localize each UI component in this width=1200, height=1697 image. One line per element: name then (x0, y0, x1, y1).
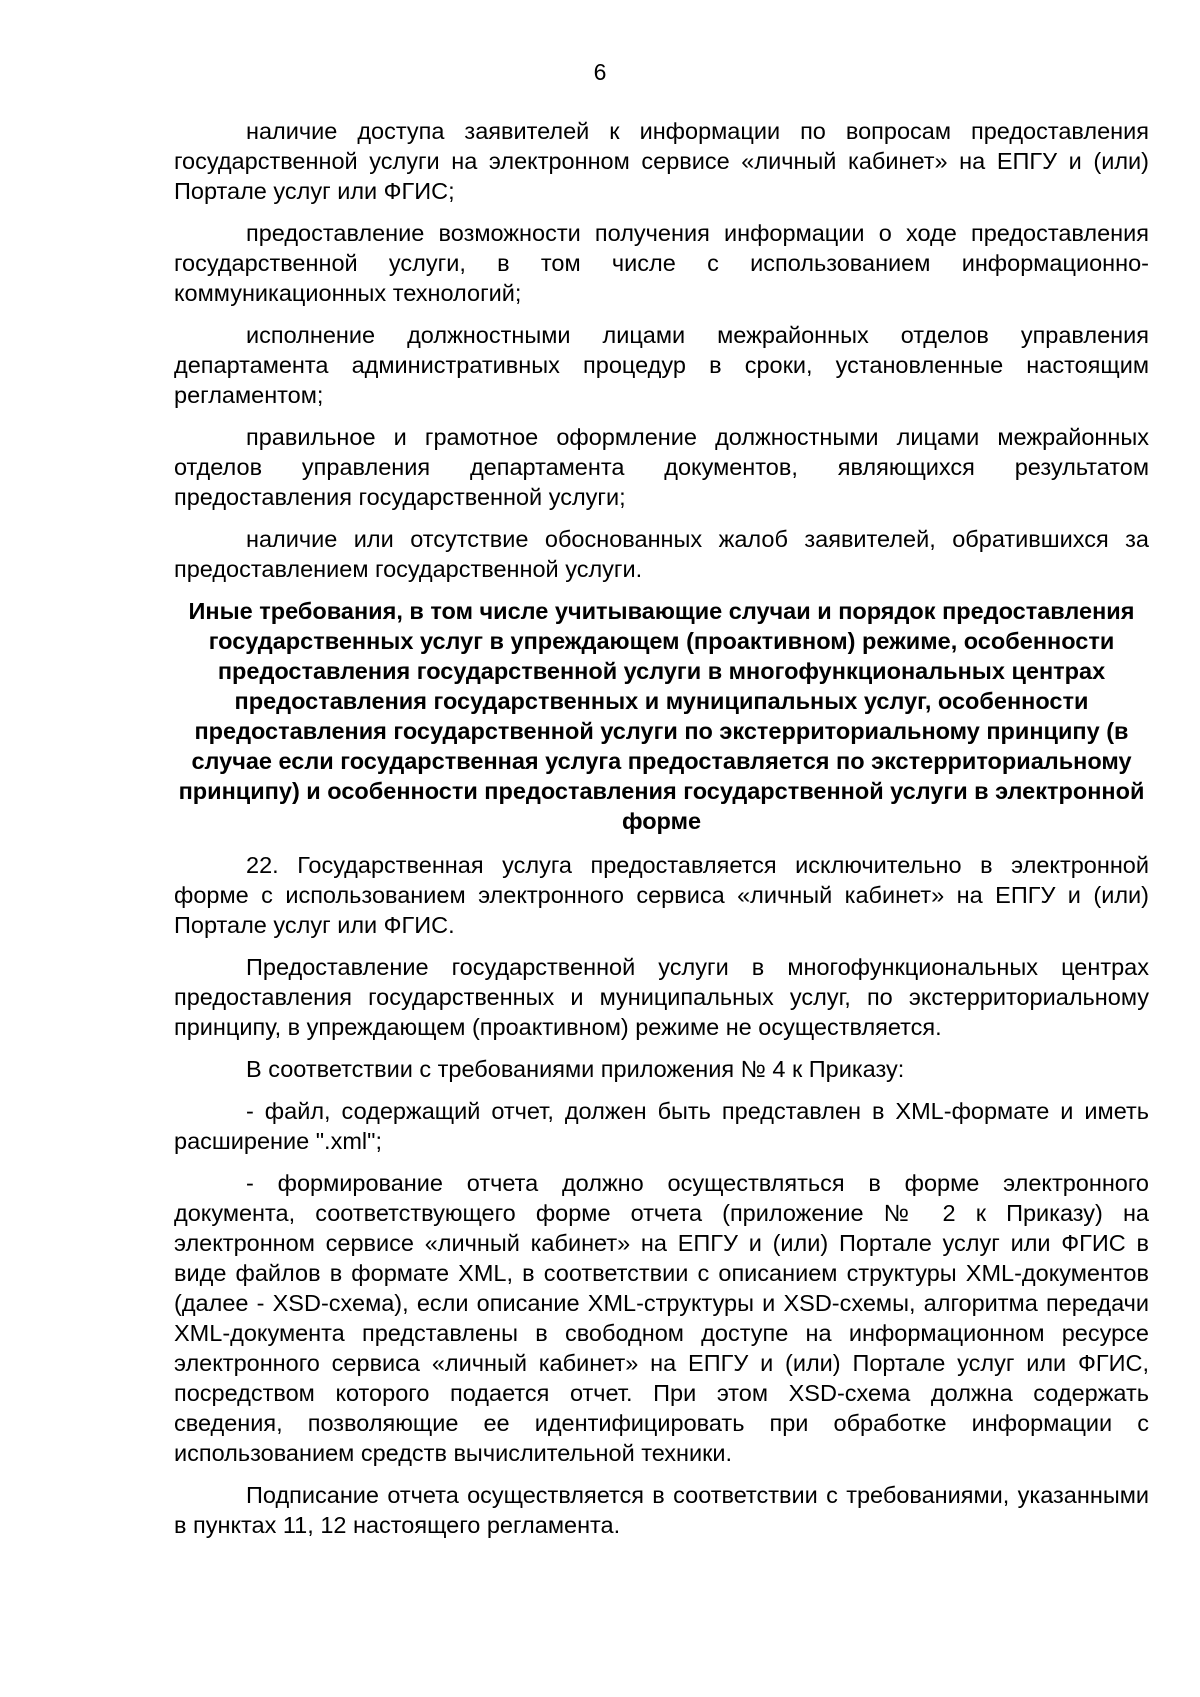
paragraph-access-info: наличие доступа заявителей к информации по вопросам предоставления государственной услуги на электронном сервисе «личный кабинет» на ЕПГУ и (или) Портале услуг или ФГИС; (174, 118, 1149, 204)
paragraph-mfc-not-provided: Предоставление государственной услуги в многофункциональных центрах предоставления государственных и муниципальных услуг, по экстерриториальному принципу, в упреждающем (проактивном) режиме не осуществляется. (174, 954, 1149, 1040)
paragraph-progress-info: предоставление возможности получения информации о ходе предоставления государственной услуги, в том числе с использованием информационно-коммуникационных технологий; (174, 220, 1149, 306)
paragraph-order-requirements: В соответствии с требованиями приложения № 4 к Приказу: (246, 1056, 905, 1082)
paragraph-report-signing: Подписание отчета осуществляется в соответствии с требованиями, указанными в пунктах 11, 12 настоящего регламента. (174, 1482, 1149, 1538)
paragraph-item-22: 22. Государственная услуга предоставляется исключительно в электронной форме с использованием электронного сервиса «личный кабинет» на ЕПГУ и (или) Портале услуг или ФГИС. (174, 852, 1149, 938)
paragraph-xml-file: - файл, содержащий отчет, должен быть представлен в XML-формате и иметь расширение ".xml"; (174, 1098, 1149, 1154)
section-heading: Иные требования, в том числе учитывающие случаи и порядок предоставления государственных услуг в упреждающем (проактивном) режиме, особенности предоставления государственной услуги в многофункциональных центрах предоставления государственных и муниципальных услуг, особенности предоставления государственной услуги по экстерриториальному принципу (в случае если государственная услуга предоставляется по экстерриториальному принципу) и особенности предоставления государственной услуги в электронной форме (178, 598, 1145, 834)
paragraph-procedure-deadlines: исполнение должностными лицами межрайонных отделов управления департамента административных процедур в сроки, установленные настоящим регламентом; (174, 322, 1149, 408)
paragraph-document-formatting: правильное и грамотное оформление должностными лицами межрайонных отделов управления департамента документов, являющихся результатом предоставления государственной услуги; (174, 424, 1149, 510)
paragraph-complaints: наличие или отсутствие обоснованных жалоб заявителей, обратившихся за предоставлением государственной услуги. (174, 526, 1149, 582)
paragraph-report-formation: - формирование отчета должно осуществляться в форме электронного документа, соответствующего форме отчета (приложение № 2 к Приказу) на электронном сервисе «личный кабинет» на ЕПГУ и (или) Портале услуг или ФГИС в виде файлов в формате XML, в соответствии с описанием структуры XML-документов (далее - XSD-схема), если описание XML-структуры и XSD-схемы, алгоритма передачи XML-документа представлены в свободном доступе на информационном ресурсе электронного сервиса «личный кабинет» на ЕПГУ и (или) Портале услуг или ФГИС, посредством которого подается отчет. При этом XSD-схема должна содержать сведения, позволяющие ее идентифицировать при обработке информации с использованием средств вычислительной техники. (174, 1170, 1149, 1466)
document-body (174, 116, 1149, 1552)
page-number: 6 (593, 59, 607, 85)
